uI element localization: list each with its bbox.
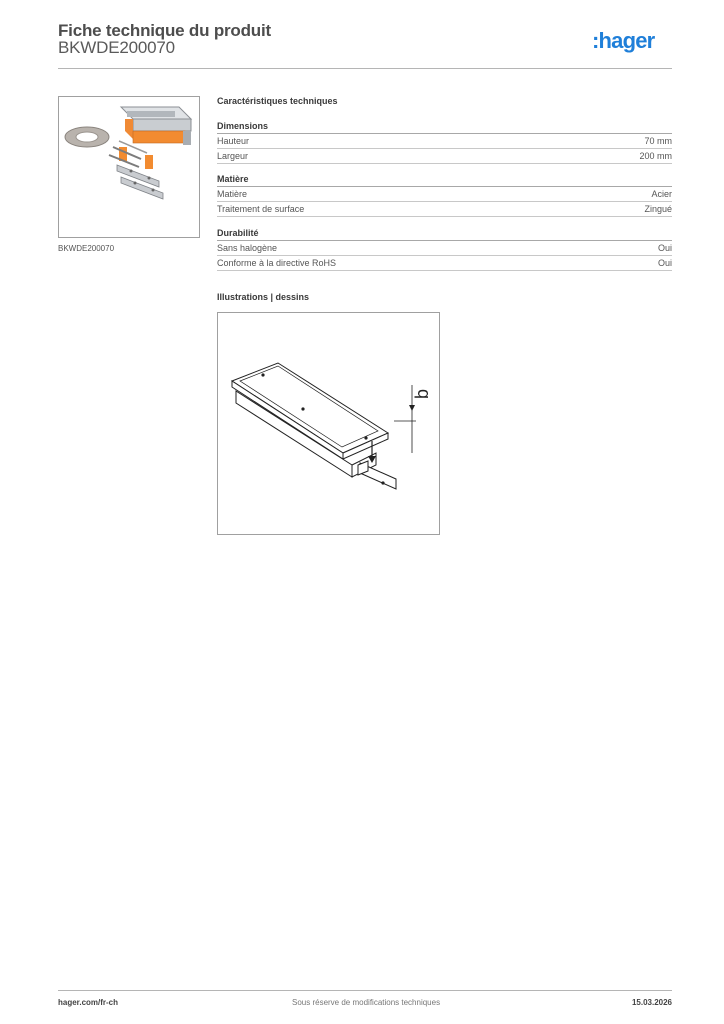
dimension-label: b — [412, 388, 432, 399]
specs-section-title: Caractéristiques techniques — [217, 96, 338, 106]
illustrations-title: Illustrations | dessins — [217, 292, 310, 302]
dimension-drawing — [218, 313, 439, 534]
footer-divider — [58, 990, 672, 991]
spec-value: 200 mm — [639, 151, 672, 161]
product-code: BKWDE200070 — [58, 38, 175, 57]
product-photo-illustration — [59, 97, 199, 237]
spec-group-title: Matière — [217, 174, 672, 187]
spec-row — [217, 187, 672, 202]
spec-value: Oui — [657, 258, 672, 268]
spec-label: Hauteur — [217, 136, 250, 146]
spec-row — [217, 134, 672, 149]
spec-group-title: Dimensions — [217, 121, 672, 134]
spec-group-material — [217, 174, 672, 217]
spec-row — [217, 202, 672, 217]
spec-group-durability — [217, 228, 672, 271]
page-title: Fiche technique du produit — [58, 21, 271, 40]
product-image — [58, 96, 200, 238]
spec-label: Traitement de surface — [217, 204, 305, 214]
footer-disclaimer: Sous réserve de modifications techniques — [292, 998, 441, 1007]
technical-drawing — [217, 312, 440, 535]
spec-label: Conforme à la directive RoHS — [217, 258, 337, 268]
spec-label: Sans halogène — [217, 243, 278, 253]
spec-row — [217, 149, 672, 164]
footer-date: 15.03.2026 — [631, 998, 672, 1007]
spec-label: Largeur — [217, 151, 249, 161]
spec-value: 70 mm — [644, 136, 672, 146]
spec-group-title: Durabilité — [217, 228, 672, 241]
spec-row — [217, 241, 672, 256]
hager-logo: :hager — [592, 28, 655, 53]
spec-label: Matière — [217, 189, 248, 199]
header-divider — [58, 68, 672, 69]
spec-value: Zingué — [644, 204, 672, 214]
footer-website[interactable]: hager.com/fr-ch — [58, 998, 119, 1007]
spec-value: Acier — [651, 189, 672, 199]
spec-row — [217, 256, 672, 271]
spec-value: Oui — [657, 243, 672, 253]
spec-group-dimensions — [217, 121, 672, 164]
product-image-caption: BKWDE200070 — [58, 244, 115, 253]
